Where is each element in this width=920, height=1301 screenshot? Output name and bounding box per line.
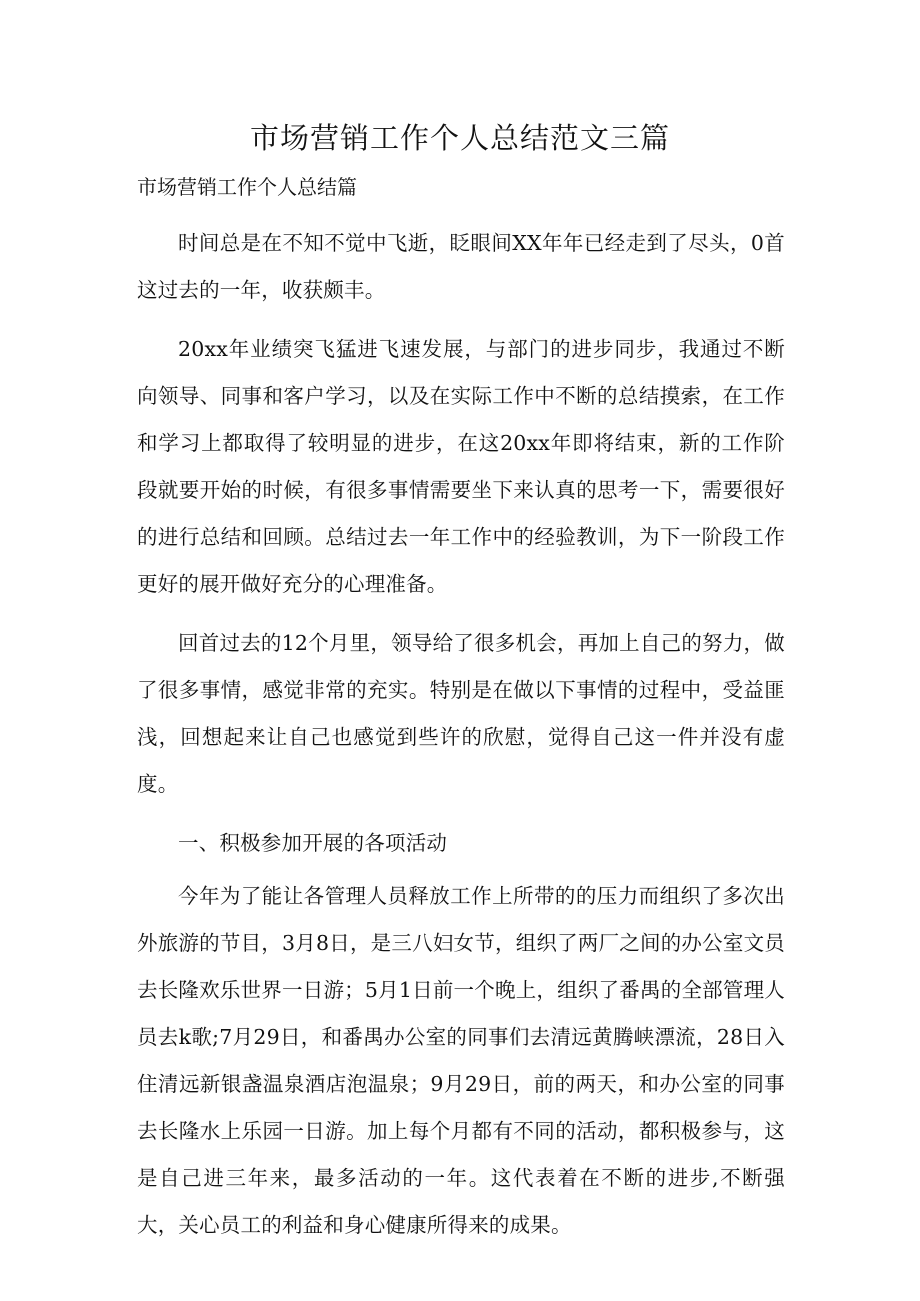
paragraph-review: 回首过去的12个月里，领导给了很多机会，再加上自己的努力，做了很多事情，感觉非常的充实。特别是在做以下事情的过程中，受益匪浅，回想起来让自己也感觉到些许的欣慰，觉得自己这一件并没有虚度。 (137, 631, 785, 796)
document-body (137, 220, 785, 1261)
paragraph-progress: 20xx年业绩突飞猛进飞速发展，与部门的进步同步，我通过不断向领导、同事和客户学习，以及在实际工作中不断的总结摸索，在工作和学习上都取得了较明显的进步，在这20xx年即将结束，新的工作阶段就要开始的时候，有很多事情需要坐下来认真的思考一下，需要很好的进行总结和回顾。总结过去一年工作中的经验教训，为下一阶段工作更好的展开做好充分的心理准备。 (137, 337, 785, 596)
paragraph-intro: 时间总是在不知不觉中飞逝，眨眼间XX年年已经走到了尽头，0首这过去的一年，收获颇丰。 (137, 231, 785, 302)
document-title: 市场营销工作个人总结范文三篇 (249, 121, 670, 155)
section-heading: 市场营销工作个人总结篇 (137, 175, 357, 199)
paragraph-activities: 今年为了能让各管理人员释放工作上所带的的压力而组织了多次出外旅游的节目，3月8日，是三八妇女节，组织了两厂之间的办公室文员去长隆欢乐世界一日游；5月1日前一个晚上，组织了番禺的全部管理人员去k歌;7月29日，和番禺办公室的同事们去清远黄腾峡漂流，28日入住清远新银盏温泉酒店泡温泉；9月29日，前的两天，和办公室的同事去长隆水上乐园一日游。加上每个月都有不同的活动，都积极参与，这是自己进三年来，最多活动的一年。这代表着在不断的进步,不断强大，关心员工的利益和身心健康所得来的成果。 (137, 884, 785, 1237)
list-item-heading: 一、积极参加开展的各项活动 (178, 831, 448, 855)
